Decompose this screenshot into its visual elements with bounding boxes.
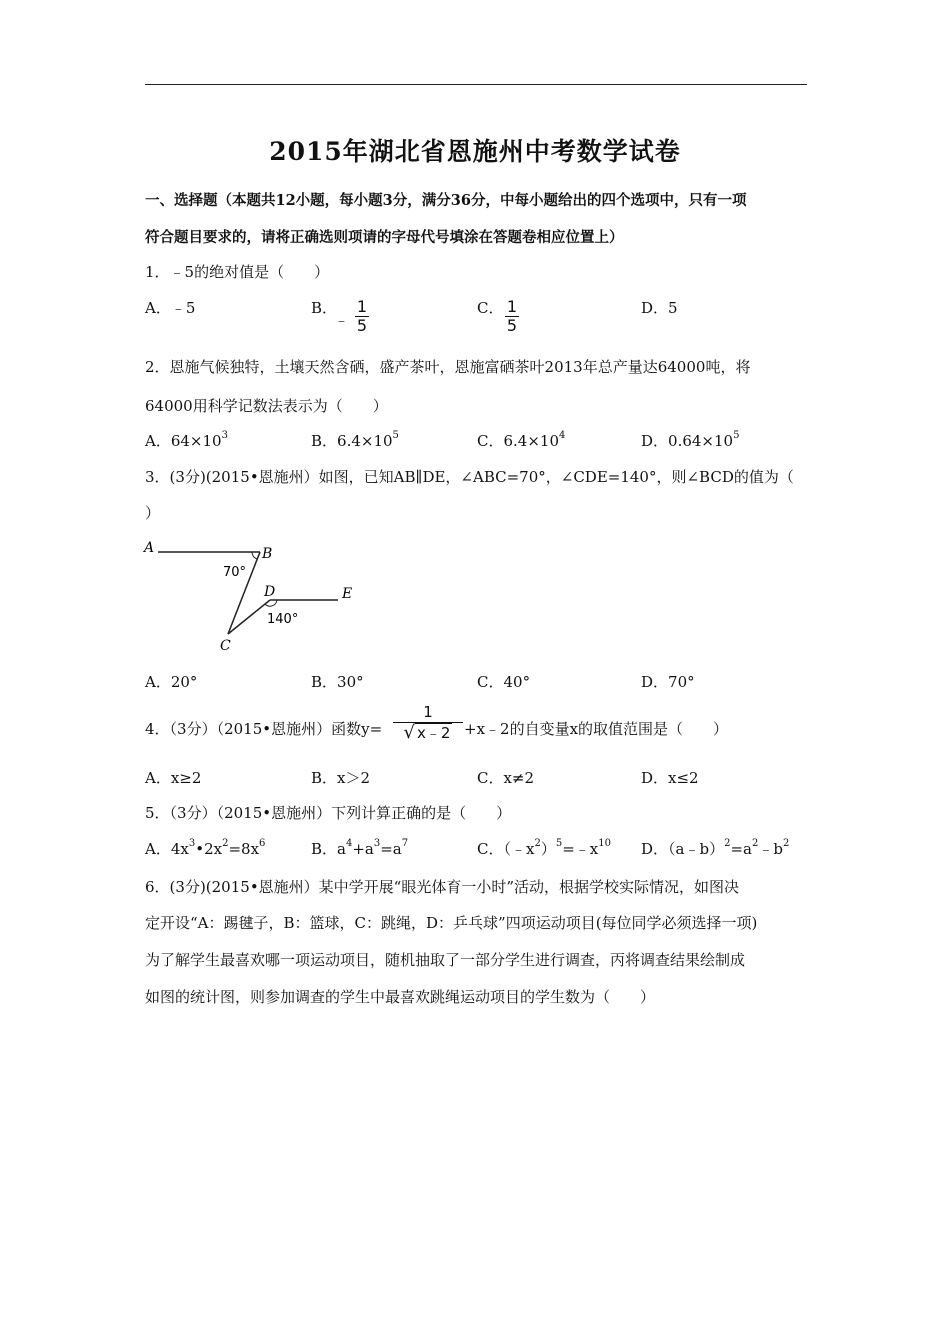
q1-c-numerator: 1 (506, 297, 518, 316)
q1-c-denominator: 5 (506, 316, 518, 335)
q5-b-exp: 3 (373, 838, 381, 849)
q1-option-a: A．﹣5 (145, 299, 196, 317)
q4-stem-suffix: +x﹣2的自变量x的取值范围是（ ） (464, 720, 729, 738)
q5-a-part: =8x (228, 840, 260, 858)
q3-option-a: A．20° (145, 673, 198, 691)
q5-b-exp: 4 (345, 838, 353, 849)
q5-a-part: A．4x (145, 840, 189, 858)
q5-d-exp: 2 (782, 838, 790, 849)
exam-title: 2015年湖北省恩施州中考数学试卷 (269, 137, 681, 166)
point-d-label: D (264, 584, 276, 600)
q2-b-base: B．6.4×10 (311, 432, 393, 450)
q5-b-part: +a (352, 840, 374, 858)
q2-option-d (641, 431, 739, 451)
q3-geometry-figure (140, 536, 370, 658)
q5-a-part: •2x (195, 840, 223, 858)
q1-option-c-label: C． (477, 299, 504, 317)
q5-c-part: ） (540, 840, 556, 858)
q5-option-c (477, 839, 611, 859)
q5-option-d (641, 839, 789, 859)
q5-a-exp: 3 (188, 838, 196, 849)
q1-stem: 1．﹣5的绝对值是（ ） (145, 263, 330, 281)
q5-d-exp: 2 (724, 838, 731, 849)
sqrt-icon: √ (403, 722, 416, 743)
q2-option-b (311, 431, 399, 451)
point-b-label: B (262, 546, 273, 562)
q1-option-b-fraction (355, 298, 369, 335)
q1-b-numerator: 1 (356, 297, 368, 316)
q2-c-exp: 4 (559, 430, 566, 441)
q4-radicand: x﹣2 (417, 724, 451, 742)
q5-option-a (145, 839, 265, 859)
q4-fraction (392, 703, 464, 743)
q1-option-c-fraction (505, 298, 519, 335)
q4-stem-prefix: 4．（3分）（2015•恩施州）函数y= (145, 720, 383, 738)
q3-stem-line1: 3．(3分)(2015•恩施州）如图，已知AB∥DE，∠ABC=70°，∠CDE=140°，则∠BCD的值为（ (145, 468, 794, 486)
q2-option-c (477, 431, 565, 451)
section-heading-line2: 符合题目要求的，请将正确选则项请的字母代号填涂在答题卷相应位置上） (145, 229, 624, 246)
q5-stem: 5．（3分）（2015•恩施州）下列计算正确的是（ ） (145, 804, 512, 822)
q5-d-part: D．（a﹣b） (641, 840, 725, 858)
q1-option-b-label: B． (311, 299, 338, 317)
q2-a-exp: 3 (221, 430, 228, 441)
point-e-label: E (342, 586, 353, 602)
header-rule (145, 84, 807, 85)
point-a-label: A (144, 540, 155, 556)
q3-option-b: B．30° (311, 673, 364, 691)
q6-line2: 定开设“A：踢毽子，B：篮球，C：跳绳，D：乒乓球”四项运动项目(每位同学必须选择一项) (145, 914, 758, 932)
q5-b-exp: 7 (401, 838, 409, 849)
q4-option-d: D．x≤2 (641, 769, 699, 787)
q2-c-base: C．6.4×10 (477, 432, 559, 450)
q5-d-part: =a (730, 840, 752, 858)
q5-b-part: =a (380, 840, 402, 858)
q4-denominator (392, 723, 464, 743)
angle-arc-b (252, 552, 257, 559)
q5-c-part: =﹣x (562, 840, 599, 858)
q5-a-exp: 2 (222, 838, 229, 849)
q3-stem-line2: ） (145, 504, 161, 522)
angle-70-label: 70° (223, 565, 247, 580)
q4-option-a: A．x≥2 (145, 769, 202, 787)
q6-line4: 如图的统计图，则参加调查的学生中最喜欢跳绳运动项目的学生数为（ ） (145, 988, 656, 1006)
q2-d-base: D．0.64×10 (641, 432, 734, 450)
q5-a-exp: 6 (259, 838, 266, 849)
q5-c-exp: 10 (598, 838, 611, 849)
point-c-label: C (220, 638, 231, 654)
q6-line3: 为了解学生最喜欢哪一项运动项目，随机抽取了一部分学生进行调查，丙将调查结果绘制成 (145, 951, 746, 969)
q4-option-c: C．x≠2 (477, 769, 535, 787)
q3-option-d: D．70° (641, 673, 695, 691)
q5-c-part: C．（﹣x (477, 840, 535, 858)
q5-d-part: ﹣b (758, 840, 783, 858)
q5-c-exp: 5 (555, 838, 563, 849)
q3-option-c: C．40° (477, 673, 531, 691)
q5-b-part: B．a (311, 840, 346, 858)
q2-stem-line1: 2．恩施气候独特，土壤天然含硒，盛产茶叶，恩施富硒茶叶2013年总产量达64000吨，将 (145, 358, 751, 376)
q4-option-b: B．x＞2 (311, 769, 371, 787)
q2-stem-line2: 64000用科学记数法表示为（ ） (145, 397, 388, 415)
section-heading-line1: 一、选择题（本题共12小题，每小题3分，满分36分，中每小题给出的四个选项中，只有一项 (145, 192, 747, 209)
q2-d-exp: 5 (733, 430, 740, 441)
q1-option-b-sign: ﹣ (334, 311, 350, 329)
q1-option-d: D．5 (641, 299, 678, 317)
angle-140-label: 140° (267, 612, 299, 627)
q2-a-base: A．64×10 (145, 432, 222, 450)
q4-numerator: 1 (423, 703, 433, 721)
q1-b-denominator: 5 (356, 316, 368, 335)
q2-option-a (145, 431, 228, 451)
q5-d-exp: 2 (751, 838, 759, 849)
q5-option-b (311, 839, 408, 859)
q5-c-exp: 2 (534, 838, 541, 849)
q6-line1: 6．(3分)(2015•恩施州）某中学开展“眼光体育一小时”活动，根据学校实际情况，如图决 (145, 878, 740, 896)
q2-b-exp: 5 (392, 430, 399, 441)
